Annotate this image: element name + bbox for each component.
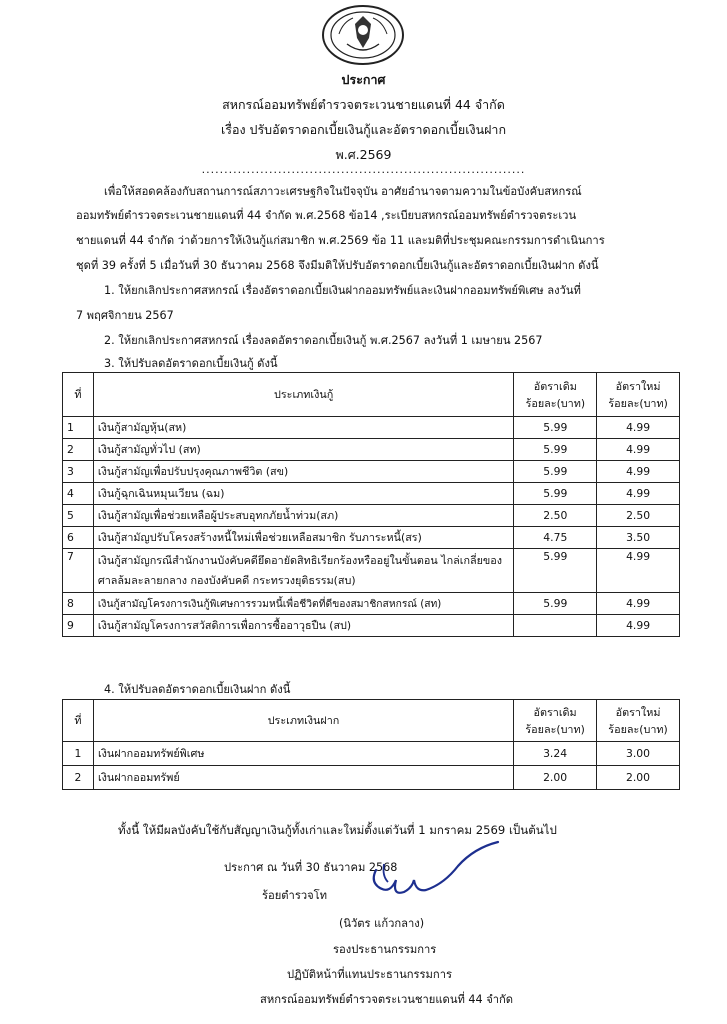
loan-type-name: เงินกู้สามัญเพื่อปรับปรุงคุณภาพชีวิต (สข) <box>93 461 514 483</box>
header-new-rate: อัตราใหม่ ร้อยละ(บาท) <box>597 700 680 742</box>
row-no: 1 <box>63 742 94 766</box>
row-no: 2 <box>63 439 94 461</box>
table-header-row <box>63 373 680 417</box>
new-rate: 4.99 <box>597 615 680 637</box>
header-deposit-type: ประเภทเงินฝาก <box>93 700 513 742</box>
row-no: 9 <box>63 615 94 637</box>
row-no: 3 <box>63 461 94 483</box>
loan-type-name: เงินกู้สามัญกรณีสำนักงานบังคับคดียึดอายัดสิทธิเรียกร้องหรืออยู่ในขั้นตอน ไกล่เกลี่ยของศาลล้มละลายกลาง กองบังคับคดี กระทรวงยุติธรรม(สบ) <box>93 549 514 593</box>
loan-rate-table <box>62 372 680 637</box>
old-rate: 5.99 <box>514 593 597 615</box>
police-emblem-seal <box>319 4 407 66</box>
old-rate: 2.00 <box>514 766 597 790</box>
item-4: 4. ให้ปรับลดอัตราดอกเบี้ยเงินฝาก ดังนี้ <box>104 683 291 696</box>
loan-type-name: เงินกู้สามัญโครงการเงินกู้พิเศษการรวมหนี้เพื่อชีวิตที่ดีของสมาชิกสหกรณ์ (สท) <box>93 593 514 615</box>
new-rate: 3.50 <box>597 527 680 549</box>
intro-line-2: ออมทรัพย์ตำรวจตระเวนชายแดนที่ 44 จำกัด พ.ศ.2568 ข้อ14 ,ระเบียบสหกรณ์ออมทรัพย์ตำรวจตระเวน <box>76 209 577 222</box>
header-new-rate: อัตราใหม่ ร้อยละ(บาท) <box>597 373 680 417</box>
table-row <box>63 483 680 505</box>
old-rate <box>514 615 597 637</box>
new-rate: 4.99 <box>597 439 680 461</box>
table-row <box>63 766 680 790</box>
row-no: 4 <box>63 483 94 505</box>
loan-type-name: เงินกู้ฉุกเฉินหมุนเวียน (ฉม) <box>93 483 514 505</box>
item-2: 2. ให้ยกเลิกประกาศสหกรณ์ เรื่องลดอัตราดอกเบี้ยเงินกู้ พ.ศ.2567 ลงวันที่ 1 เมษายน 2567 <box>104 334 543 347</box>
intro-line-3: ชายแดนที่ 44 จำกัด ว่าด้วยการให้เงินกู้แก่สมาชิก พ.ศ.2569 ข้อ 11 และมติที่ประชุมคณะกรรมการดำเนินการ <box>76 234 605 247</box>
row-no: 8 <box>63 593 94 615</box>
signer-position-1: รองประธานกรรมการ <box>333 943 437 956</box>
table-row <box>63 505 680 527</box>
old-rate: 3.24 <box>514 742 597 766</box>
table-row <box>63 593 680 615</box>
header-old-rate: อัตราเดิม ร้อยละ(บาท) <box>514 373 597 417</box>
signer-position-2: ปฏิบัติหน้าที่แทนประธานกรรมการ <box>287 968 452 981</box>
signer-rank: ร้อยตำรวจโท <box>262 889 328 902</box>
table-row <box>63 527 680 549</box>
old-rate: 5.99 <box>514 461 597 483</box>
signer-name: (นิวัตร แก้วกลาง) <box>339 917 425 930</box>
item-3: 3. ให้ปรับลดอัตราดอกเบี้ยเงินกู้ ดังนี้ <box>104 357 278 370</box>
row-no: 1 <box>63 417 94 439</box>
announcement-subject: เรื่อง ปรับอัตราดอกเบี้ยเงินกู้และอัตราดอกเบี้ยเงินฝาก <box>220 122 507 137</box>
table-row <box>63 549 680 593</box>
old-rate: 5.99 <box>514 417 597 439</box>
table-row <box>63 615 680 637</box>
header-no: ที่ <box>63 700 94 742</box>
old-rate: 5.99 <box>514 483 597 505</box>
deposit-type-name: เงินฝากออมทรัพย์พิเศษ <box>93 742 513 766</box>
new-rate: 2.50 <box>597 505 680 527</box>
effective-date-statement: ทั้งนี้ ให้มีผลบังคับใช้กับสัญญาเงินกู้ทั้งเก่าและใหม่ตั้งแต่วันที่ 1 มกราคม 2569 เป็นต้นไป <box>118 823 557 837</box>
loan-type-name: เงินกู้สามัญเพื่อช่วยเหลือผู้ประสบอุทกภัยน้ำท่วม(สภ) <box>93 505 514 527</box>
item-1-line-b: 7 พฤศจิกายน 2567 <box>76 309 174 322</box>
handwritten-signature <box>362 836 502 906</box>
announcement-title: ประกาศ <box>341 72 386 87</box>
new-rate: 4.99 <box>597 417 680 439</box>
header-loan-type: ประเภทเงินกู้ <box>93 373 514 417</box>
new-rate: 4.99 <box>597 593 680 615</box>
table-row <box>63 417 680 439</box>
dotted-separator: ........................................................................ <box>201 163 526 176</box>
announcement-year: พ.ศ.2569 <box>335 147 392 162</box>
deposit-rate-table <box>62 699 680 790</box>
item-1-line-a: 1. ให้ยกเลิกประกาศสหกรณ์ เรื่องอัตราดอกเบี้ยเงินฝากออมทรัพย์และเงินฝากออมทรัพย์พิเศษ ลงวันที่ <box>104 284 581 297</box>
row-no: 7 <box>63 549 94 593</box>
announce-date: ประกาศ ณ วันที่ 30 ธันวาคม 2568 <box>224 861 398 874</box>
loan-type-name: เงินกู้สามัญโครงการสวัสดิการเพื่อการซื้ออาวุธปืน (สป) <box>93 615 514 637</box>
old-rate: 4.75 <box>514 527 597 549</box>
old-rate: 2.50 <box>514 505 597 527</box>
organization-name: สหกรณ์ออมทรัพย์ตำรวจตระเวนชายแดนที่ 44 จำกัด <box>222 97 505 112</box>
row-no: 5 <box>63 505 94 527</box>
row-no: 6 <box>63 527 94 549</box>
old-rate: 5.99 <box>514 549 597 593</box>
table-header-row <box>63 700 680 742</box>
new-rate: 4.99 <box>597 483 680 505</box>
loan-type-name: เงินกู้สามัญหุ้น(สห) <box>93 417 514 439</box>
new-rate: 4.99 <box>597 461 680 483</box>
table-row <box>63 439 680 461</box>
old-rate: 5.99 <box>514 439 597 461</box>
deposit-type-name: เงินฝากออมทรัพย์ <box>93 766 513 790</box>
intro-line-1: เพื่อให้สอดคล้องกับสถานการณ์สภาวะเศรษฐกิจในปัจจุบัน อาศัยอำนาจตามความในข้อบังคับสหกรณ์ <box>104 185 582 198</box>
header-old-rate: อัตราเดิม ร้อยละ(บาท) <box>514 700 597 742</box>
new-rate: 2.00 <box>597 766 680 790</box>
row-no: 2 <box>63 766 94 790</box>
new-rate: 4.99 <box>597 549 680 593</box>
intro-line-4: ชุดที่ 39 ครั้งที่ 5 เมื่อวันที่ 30 ธันวาคม 2568 จึงมีมติให้ปรับอัตราดอกเบี้ยเงินกู้และอัตราดอกเบี้ยเงินฝาก ดังนี้ <box>76 259 599 272</box>
new-rate: 3.00 <box>597 742 680 766</box>
header-no: ที่ <box>63 373 94 417</box>
loan-type-name: เงินกู้สามัญปรับโครงสร้างหนี้ใหม่เพื่อช่วยเหลือสมาชิก รับภาระหนี้(สร) <box>93 527 514 549</box>
loan-type-name: เงินกู้สามัญทั่วไป (สท) <box>93 439 514 461</box>
table-row <box>63 461 680 483</box>
table-row <box>63 742 680 766</box>
signer-position-3: สหกรณ์ออมทรัพย์ตำรวจตระเวนชายแดนที่ 44 จำกัด <box>260 993 514 1006</box>
